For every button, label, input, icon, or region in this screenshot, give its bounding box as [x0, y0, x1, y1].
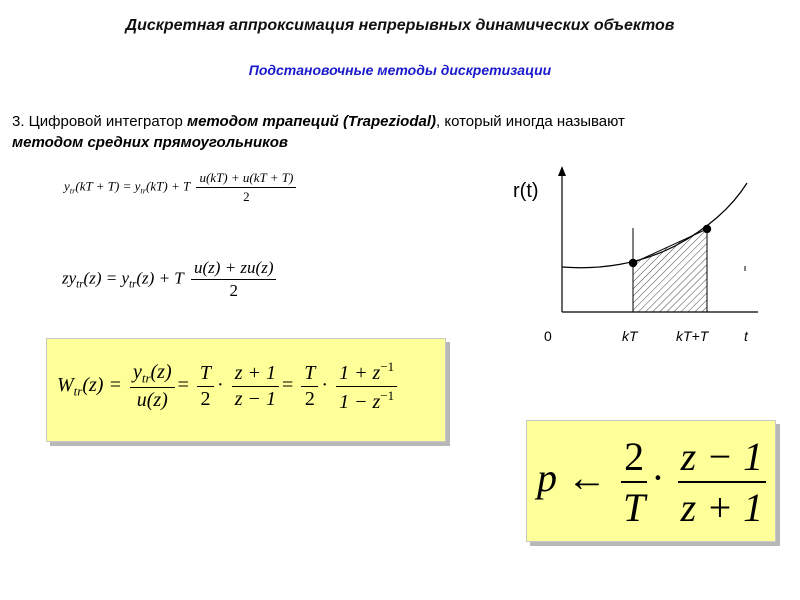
z-transform-equation [62, 258, 279, 301]
kTT-label: kT+T [676, 328, 709, 344]
eq2-denominator: 2 [229, 281, 238, 300]
r-curve [562, 183, 747, 268]
eq3-f4-num: T [301, 362, 318, 387]
description-prefix: 3. Цифровой интегратор [12, 113, 187, 130]
y-axis-label: r(t) [513, 180, 539, 202]
origin-label: 0 [544, 328, 552, 344]
eq3-dot-1: · [217, 373, 224, 396]
eq3-equals-1: = [177, 373, 189, 396]
kT-label: kT [622, 328, 638, 344]
eq3-f1-den: u(z) [136, 389, 168, 412]
trapezoid-area [633, 229, 707, 312]
method-alias: методом средних прямоугольников [12, 134, 288, 151]
method-name: методом трапеций (Trapeziodal) [186, 113, 437, 130]
recurrence-equation [64, 170, 299, 205]
t-axis-label: t [744, 328, 748, 344]
eq3-w-arg: (z) = [82, 373, 122, 396]
eq4-f1-num: 2 [621, 433, 647, 483]
eq3-frac1 [130, 361, 175, 413]
eq3-frac4 [301, 362, 318, 411]
eq4-frac2 [678, 433, 767, 531]
eq3-f3-num: z + 1 [232, 362, 279, 387]
eq2-lhs-sub: tr [76, 278, 84, 291]
eq2-numerator: u(z) + zu(z) [191, 258, 276, 280]
eq3-f4-den: 2 [304, 387, 315, 410]
eq3-equals-2: = [281, 373, 294, 396]
slide-title: Дискретная аппроксимация непрерывных динамических объектов [125, 17, 675, 34]
eq4-arrow: ← [567, 455, 607, 501]
eq3-f3-den: z − 1 [234, 387, 276, 410]
eq3-w-sub: tr [73, 383, 83, 399]
eq3-dot-2: · [321, 373, 329, 396]
trapezoid-graph [500, 160, 770, 350]
eq1-denominator: 2 [243, 189, 250, 204]
eq3-frac3 [232, 362, 279, 411]
eq3-f5-num-exp: −1 [380, 359, 395, 374]
eq1-lhs-y: y [64, 178, 70, 194]
eq3-f5-den-base: 1 − z [339, 390, 381, 413]
eq3-w: W [57, 373, 74, 396]
eq3-f2-den: 2 [200, 387, 211, 410]
eq4-frac1 [620, 433, 648, 531]
slide-subtitle: Подстановочные методы дискретизации [248, 62, 552, 78]
substitution-equation [537, 433, 769, 531]
eq3-f5-den-exp: −1 [380, 387, 395, 403]
eq1-rhs-arg: (kT) + T [146, 178, 191, 194]
eq1-lhs-arg: (kT + T) = [75, 178, 135, 194]
eq1-rhs-sub: tr [140, 185, 147, 196]
point-kT [629, 259, 637, 267]
eq1-numerator: u(kT) + u(kT + T) [196, 170, 296, 188]
eq4-p: p [537, 455, 557, 501]
description-middle: , который иногда называют [436, 113, 625, 130]
transfer-function-box [46, 338, 446, 442]
method-description [12, 111, 752, 153]
eq2-rhs-y: y [121, 268, 130, 288]
eq2-rhs-arg: (z) + T [136, 268, 184, 288]
eq3-frac2 [197, 362, 214, 411]
y-axis-arrow [558, 166, 566, 176]
eq3-f2-num: T [197, 362, 214, 387]
eq3-f1-num-sub: tr [141, 370, 151, 386]
eq4-dot: · [651, 455, 665, 501]
eq1-fraction [196, 170, 296, 205]
eq1-lhs-sub: tr [69, 185, 76, 196]
eq2-lhs-zy: zy [62, 268, 77, 288]
eq3-frac5 [336, 359, 397, 414]
eq2-rhs-sub: tr [129, 278, 137, 291]
eq3-f1-num-arg: (z) [150, 360, 172, 383]
eq3-f1-num-y: y [132, 360, 142, 383]
eq2-lhs-arg: (z) = [83, 268, 122, 288]
eq1-rhs-y: y [134, 178, 141, 194]
eq4-f2-den: z + 1 [680, 485, 764, 530]
substitution-box [526, 420, 776, 542]
eq4-f1-den: T [623, 485, 646, 530]
point-kTT [703, 225, 711, 233]
eq2-fraction [191, 258, 276, 301]
eq4-f2-num: z − 1 [678, 433, 767, 483]
eq3-f5-num-base: 1 + z [339, 361, 381, 384]
transfer-function-equation [57, 359, 400, 414]
